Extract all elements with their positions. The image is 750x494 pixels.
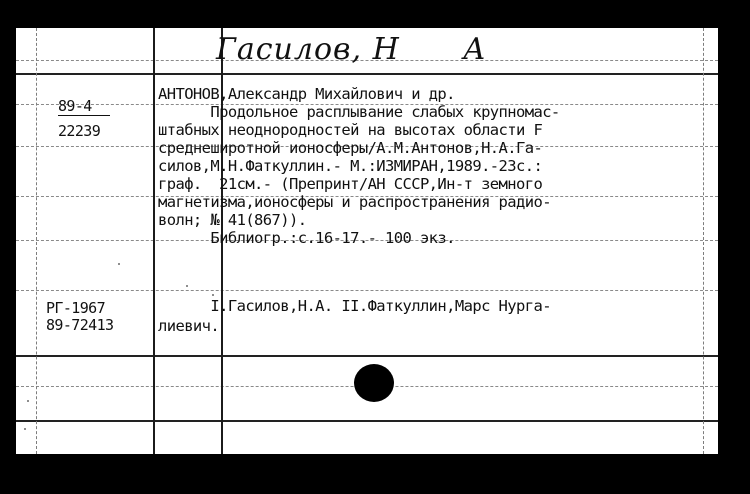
handwritten-heading: Гасилов, Н А <box>216 32 487 67</box>
ruled-line <box>16 73 718 75</box>
column-line <box>153 28 155 454</box>
entry-line-8: волн; № 41(867)). <box>158 211 307 229</box>
scan-speck <box>24 428 26 430</box>
bottom-code-2: 89-72413 <box>46 316 114 334</box>
shelfmark-bottom: 22239 <box>58 122 101 140</box>
scan-speck <box>118 263 120 265</box>
entry-line-9: Библиогр.:с.16-17.- 100 экз. <box>158 229 455 247</box>
punch-hole <box>354 364 394 402</box>
shelfmark-underline <box>58 115 110 116</box>
tracing-line-1: I.Гасилов,Н.А. II.Фаткуллин,Марс Нурга- <box>158 297 551 315</box>
margin-line <box>36 28 37 454</box>
scan-speck <box>212 294 214 296</box>
entry-line-7: магнетизма,ионосферы и распространения радио- <box>158 193 551 211</box>
entry-line-3: штабных неоднородностей на высотах области F <box>158 121 543 139</box>
scan-speck <box>186 285 188 287</box>
ruled-line <box>16 420 718 422</box>
scan-speck <box>27 400 29 402</box>
margin-line <box>703 28 704 454</box>
entry-line-2: Продольное расплывание слабых крупномас- <box>158 103 560 121</box>
shelfmark-top: 89-4 <box>58 97 92 115</box>
entry-line-5: силов,М.Н.Фаткуллин.- М.:ИЗМИРАН,1989.-23с.: <box>158 157 543 175</box>
entry-line-6: граф. 21см.- (Препринт/АН СССР,Ин-т земного <box>158 175 543 193</box>
ruled-line <box>16 355 718 357</box>
entry-line-1: АНТОНОВ,Александр Михайлович и др. <box>158 85 455 103</box>
bottom-code-1: РГ-1967 <box>46 299 106 317</box>
tracing-line-2: лиевич. <box>158 317 220 335</box>
entry-line-4: среднеширотной ионосферы/А.М.Антонов,Н.А.Га- <box>158 139 543 157</box>
ruled-line <box>16 290 718 291</box>
catalog-card <box>16 28 718 454</box>
